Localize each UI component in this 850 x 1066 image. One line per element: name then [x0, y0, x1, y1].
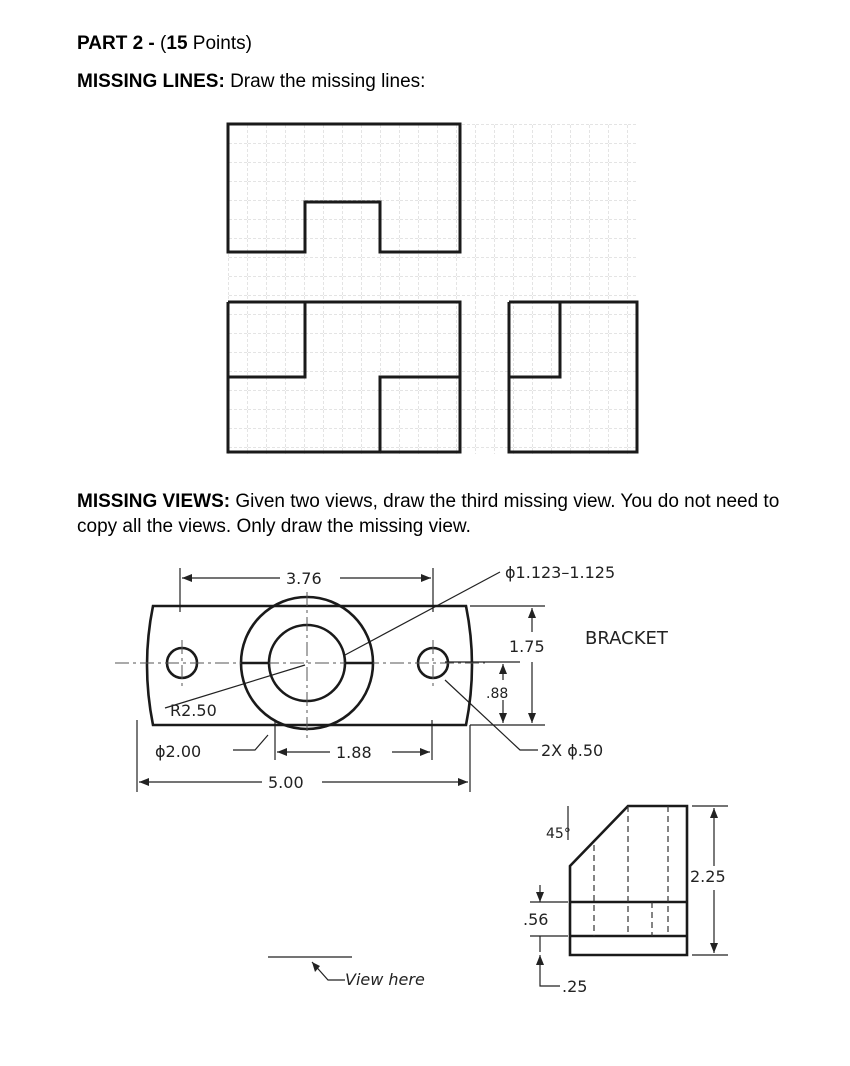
missing-views-text: Given two views, draw the third missing view. You do not need to copy all the views. Only draw the missing view. [77, 491, 780, 537]
dim-length: 5.00 [268, 773, 304, 792]
missing-lines-label: MISSING LINES: [77, 71, 225, 92]
part-label: PART 2 - [77, 33, 161, 54]
points-number: 15 [166, 33, 188, 54]
dim-boss: ϕ2.00 [155, 742, 202, 761]
dim-holes: 2X ϕ.50 [541, 741, 604, 760]
dim-width: 3.76 [286, 569, 322, 588]
dim-base: .25 [562, 977, 588, 996]
dim-radius: R2.50 [170, 701, 217, 720]
bracket-title: BRACKET [585, 628, 668, 649]
points-rest: Points) [187, 33, 252, 54]
view-here-label: View here [345, 970, 425, 989]
dim-bore: ϕ1.123–1.125 [505, 563, 616, 582]
dim-hole-offset: .88 [486, 686, 509, 702]
dim-height: 1.75 [509, 637, 545, 656]
dim-slot: 1.88 [336, 743, 372, 762]
missing-lines-text: Draw the missing lines: [224, 71, 426, 92]
dim-step: .56 [523, 910, 549, 929]
points-open: ( [160, 33, 167, 54]
dim-angle: 45° [546, 826, 571, 842]
missing-views-label: MISSING VIEWS: [77, 491, 231, 512]
dim-side-height: 2.25 [690, 867, 726, 886]
